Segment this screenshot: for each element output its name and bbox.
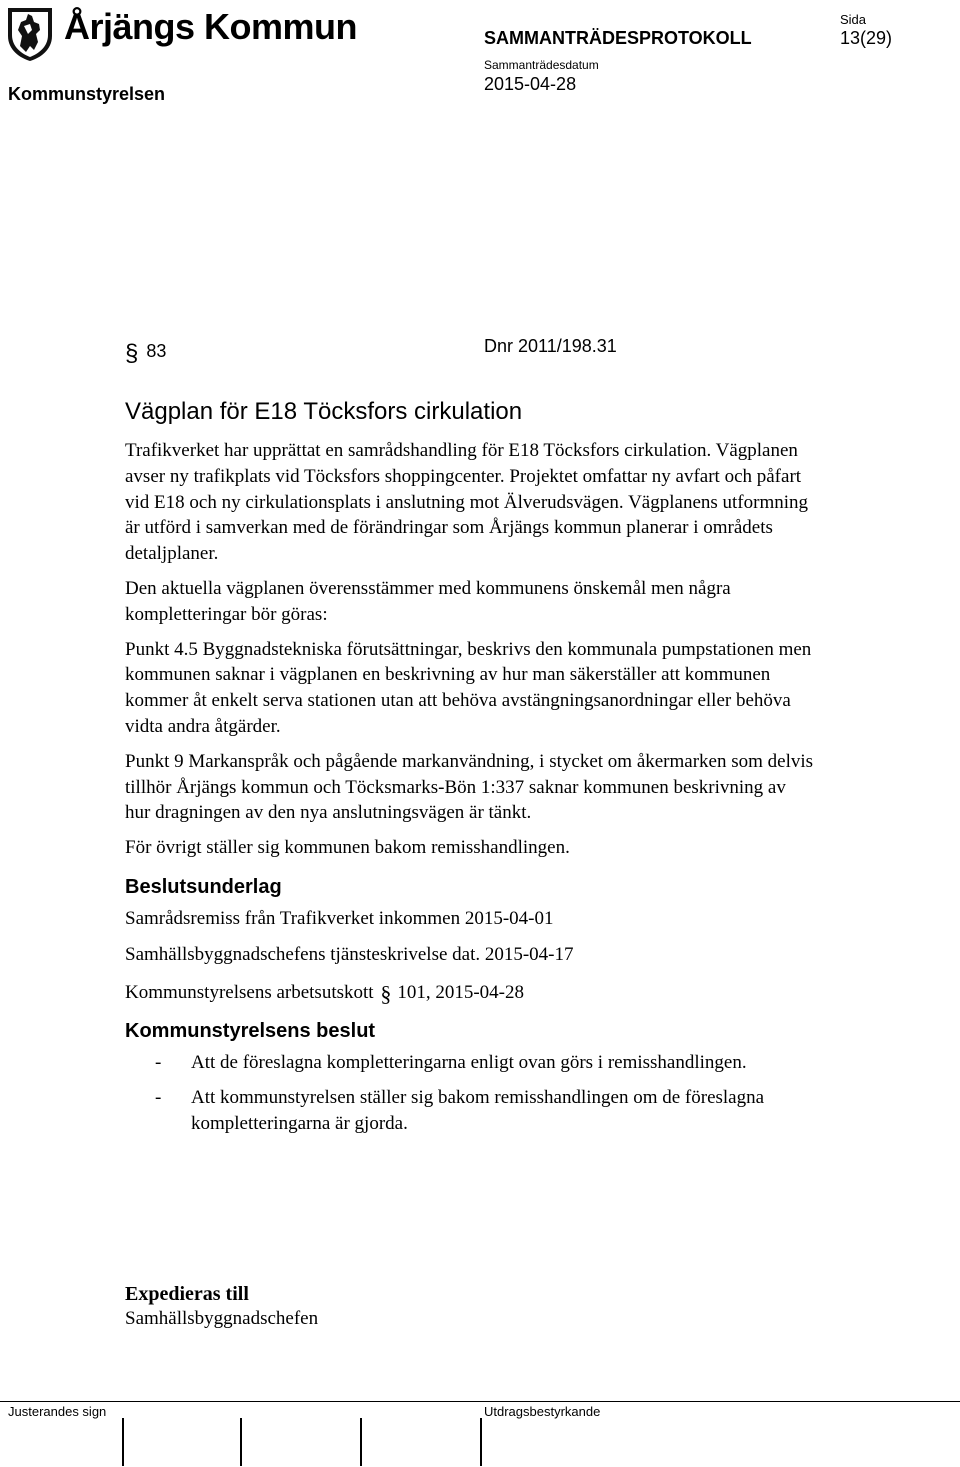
paragraph-point-9: Punkt 9 Markanspråk och pågående markanvändning, i stycket om åkermarken som delvis tillhör Årjängs kommun och Töcksmarks-Bön 1:337 saknar kommunen beskrivning av hur dragningen av den nya anslutningsvägen är tänkt. — [125, 750, 814, 824]
extract-certification-label: Utdragsbestyrkande — [484, 1404, 601, 1419]
paragraph-conclusion: För övrigt ställer sig kommunen bakom remisshandlingen. — [125, 837, 570, 859]
section-number — [125, 336, 167, 367]
basis-item: Samrådsremiss från Trafikverket inkommen 2015-04-01 — [125, 907, 554, 929]
decision-text: Att de föreslagna kompletteringarna enligt ovan görs i remisshandlingen. — [191, 1052, 747, 1074]
list-marker: - — [155, 1052, 162, 1074]
list-marker: - — [155, 1087, 162, 1109]
paragraph-assessment: Den aktuella vägplanen överensstämmer med kommunens önskemål men några kompletteringar bör göras: — [125, 577, 731, 625]
signature-divider — [480, 1418, 482, 1466]
paragraph-background: Trafikverket har upprättat en samrådshandling för E18 Töcksfors cirkulation. Vägplanen avser ny trafikplats vid Töcksfors shoppingcenter. Projektet omfattar ny avfart och påfart vid E18 och ny cirkulationsplats i anslutning mot Älverudsvägen. Vägplanens utformning är utförd i samverkan med de förändringar som Årjängs kommun planerar i områdets detaljplaner. — [125, 440, 809, 565]
meeting-date: 2015-04-28 — [484, 74, 577, 94]
board-name: Kommunstyrelsen — [8, 84, 166, 104]
basis-ref-suffix: 101, 2015-04-28 — [397, 981, 524, 1003]
signature-divider — [122, 1418, 124, 1466]
decision-text: Att kommunstyrelsen ställer sig bakom remisshandlingen om de föreslagna kompletteringarna är gjorda. — [191, 1087, 765, 1134]
signature-divider — [240, 1418, 242, 1466]
basis-heading: Beslutsunderlag — [125, 875, 282, 898]
paragraph-point-4-5: Punkt 4.5 Byggnadstekniska förutsättningar, beskrivs den kommunala pumpstationen men kommunen saknar i vägplanen en beskrivning av hur man säkerställer att kommunen kommer åt enkelt serva stationen utan att behöva avstängningsanordningar eller behöva vidta andra åtgärder. — [125, 638, 812, 737]
basis-ref-prefix: Kommunstyrelsens arbetsutskott — [125, 981, 374, 1003]
basis-item: Samhällsbyggnadschefens tjänsteskrivelse dat. 2015-04-17 — [125, 943, 574, 965]
decision-list — [125, 1050, 815, 1136]
signature-divider — [360, 1418, 362, 1466]
distribution-recipient: Samhällsbyggnadschefen — [125, 1308, 319, 1329]
meeting-date-label: Sammanträdesdatum — [484, 58, 599, 72]
distribution-heading: Expedieras till — [125, 1283, 249, 1305]
section-number-value: 83 — [146, 341, 167, 361]
paragraph-sign: § — [125, 340, 139, 367]
basis-item-committee — [125, 978, 815, 1006]
signature-label: Justerandes sign — [8, 1404, 107, 1419]
page-label: Sida — [840, 12, 867, 27]
coat-of-arms-logo — [6, 6, 54, 62]
decision-item — [125, 1050, 815, 1076]
paragraph-sign: § — [380, 980, 392, 1006]
section-title: Vägplan för E18 Töcksfors cirkulation — [125, 398, 523, 425]
decision-heading: Kommunstyrelsens beslut — [125, 1020, 376, 1043]
section-body — [125, 438, 815, 1146]
decision-item — [125, 1085, 815, 1137]
diary-number: Dnr 2011/198.31 — [484, 336, 617, 356]
page-number: 13(29) — [840, 28, 893, 48]
document-type: SAMMANTRÄDESPROTOKOLL — [484, 28, 752, 48]
organization-name: Årjängs Kommun — [64, 6, 358, 47]
